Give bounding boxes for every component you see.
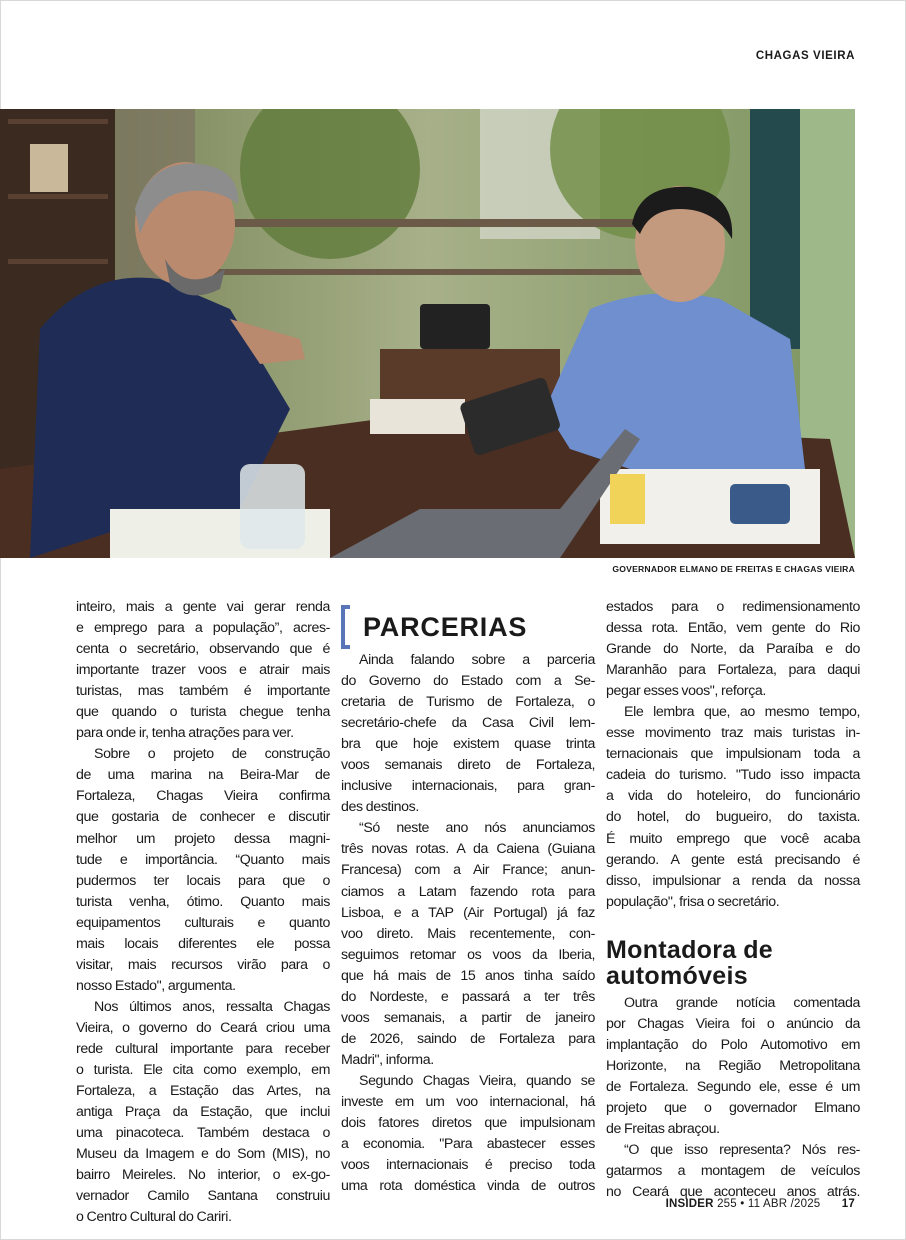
text-line: Fortaleza, Chagas Vieira confirma (76, 788, 330, 805)
text-line: antiga Praça da Estação, que inclui (76, 1104, 330, 1121)
text-line: des destinos. (341, 799, 419, 816)
text-line: cadeia do turismo. "Tudo isso impacta (606, 767, 860, 784)
text-line: Outra grande notícia comentada (624, 994, 860, 1011)
photo-caption: GOVERNADOR ELMANO DE FREITAS E CHAGAS VIEIRA (612, 564, 855, 574)
text-line: dessa rota. Então, vem gente do Rio (606, 620, 860, 637)
paragraph (341, 1071, 595, 1197)
article-photo (0, 109, 855, 558)
text-line: inclusive internacionais, para gran- (341, 778, 595, 795)
text-line: voos internacionais é preciso toda (341, 1157, 595, 1174)
text-line: disso, impulsionar a renda da nossa (606, 872, 860, 889)
text-line: esse movimento traz mais turistas in- (606, 725, 860, 742)
text-line: população", frisa o secretário. (606, 893, 780, 910)
text-line: Museu da Imagem e do Som (MIS), no (76, 1146, 330, 1163)
text-line: É muito emprego que você acaba (606, 830, 860, 847)
text-line: por Chagas Vieira foi o anúncio da (606, 1015, 860, 1032)
text-line: para onde ir, tenha atrações para ver. (76, 725, 294, 742)
text-line: projeto que o governador Elmano (606, 1099, 860, 1116)
section-heading: PARCERIAS (363, 612, 528, 642)
text-line: de 2026, saindo de Fortaleza para (341, 1030, 595, 1047)
text-line: importante trazer voos e atrair mais (76, 662, 330, 679)
text-line: de uma marina na Beira-Mar de (76, 767, 330, 784)
text-line: turista venha, ótimo. Quanto mais (76, 893, 330, 910)
section-heading-line: automóveis (606, 961, 748, 990)
column-3 (606, 597, 860, 1203)
section-heading (606, 937, 860, 989)
text-line: o turista. Ele cita como exemplo, em (76, 1062, 330, 1079)
text-line: nosso Estado", argumenta. (76, 977, 236, 994)
text-line: três novas rotas. A da Caiena (Guiana (341, 841, 595, 858)
paragraph (76, 597, 330, 744)
text-line: Grande do Norte, da Paraíba e do (606, 641, 860, 658)
magazine-name: INSIDER (665, 1198, 714, 1210)
text-line: a economia. "Para abastecer esses (341, 1136, 595, 1153)
text-line: ternacionais que impulsionam toda a (606, 746, 860, 763)
text-line: bra que hoje existem quase trinta (341, 736, 595, 753)
text-line: investe em um voo internacional, há (341, 1093, 595, 1110)
text-line: dois fatores diretos que impulsionam (341, 1115, 595, 1132)
text-line: de Fortaleza. Segundo ele, esse é um (606, 1078, 860, 1095)
text-line: vernador Camilo Santana construiu (76, 1188, 330, 1205)
text-line: uma pinacoteca. Também destaca o (76, 1125, 330, 1142)
text-line: inteiro, mais a gente vai gerar renda (76, 599, 330, 615)
text-line: gatarmos a montagem de veículos (606, 1163, 860, 1180)
text-line: estados para o redimensionamento (606, 599, 860, 615)
text-line: cretaria de Turismo de Fortaleza, o (341, 694, 595, 711)
text-line: Lisboa, e a TAP (Air Portugal) já faz (341, 904, 595, 921)
issue-info: 255 • 11 ABR /2025 (717, 1198, 821, 1210)
text-line: pudermos ter locais para que o (76, 872, 330, 889)
text-line: a vida do hoteleiro, do funcionário (606, 788, 860, 805)
text-line: de Freitas abraçou. (606, 1120, 720, 1137)
text-line: turistas, mas também é importante (76, 683, 330, 700)
paragraph (606, 702, 860, 912)
text-line: que há mais de 15 anos tinha saído (341, 967, 595, 984)
photo-illustration (0, 109, 855, 558)
text-line: Madri", informa. (341, 1051, 434, 1068)
text-line: voos semanais direto de Fortaleza, (341, 757, 595, 774)
text-line: bairro Meireles. No interior, o ex-go- (76, 1167, 330, 1184)
text-line: Horizonte, na Região Metropolitana (606, 1057, 860, 1074)
text-line: centa o secretário, observando que é (76, 641, 330, 658)
paragraph (76, 997, 330, 1229)
column-1 (76, 597, 330, 1228)
text-line: do Governo do Estado com a Se- (341, 673, 595, 690)
text-line: no Ceará que aconteceu anos atrás. (606, 1184, 860, 1201)
paragraph (341, 818, 595, 1071)
paragraph (606, 993, 860, 1140)
text-line: uma rota doméstica vinda de outros (341, 1178, 595, 1195)
text-line: visitar, mais recursos virão para o (76, 956, 330, 973)
text-line: do Nordeste, e passará a ter três (341, 988, 595, 1005)
paragraph (606, 597, 860, 702)
text-line: que quando o turista chegue tenha (76, 704, 330, 721)
text-line: que gostaria de conhecer e discutir (76, 809, 330, 826)
text-line: o Centro Cultural do Cariri. (76, 1209, 232, 1226)
section-heading-line: Montadora de (606, 935, 773, 964)
paragraph (341, 650, 595, 818)
text-line: voo direto. Mais recentemente, con- (341, 925, 595, 942)
text-line: mais locais diferentes ele possa (76, 935, 330, 952)
section-label: CHAGAS VIEIRA (755, 50, 855, 62)
page-footer (666, 1198, 855, 1210)
text-line: voos semanais, a partir de janeiro (341, 1009, 595, 1026)
text-line: “O que isso representa? Nós res- (624, 1142, 860, 1159)
text-line: equipamentos culturais e quanto (76, 914, 330, 931)
text-line: Fortaleza, a Estação das Artes, na (76, 1083, 330, 1100)
paragraph (606, 1140, 860, 1203)
text-line: tude e importância. “Quanto mais (76, 851, 330, 868)
text-line: do hotel, do bugueiro, do taxista. (606, 809, 860, 826)
text-line: Francesa) com a Air France; anun- (341, 862, 595, 879)
text-line: Ainda falando sobre a parceria (359, 652, 595, 668)
text-line: e emprego para a população”, acres- (76, 620, 330, 637)
text-line: melhor um projeto dessa magni- (76, 830, 330, 847)
text-line: Segundo Chagas Vieira, quando se (359, 1072, 595, 1089)
text-line: seguimos retomar os voos da Iberia, (341, 946, 595, 963)
text-line: implantação do Polo Automotivo em (606, 1036, 860, 1053)
column-2 (341, 610, 595, 1197)
text-line: ciamos a Latam fazendo rota para (341, 883, 595, 900)
text-line: Maranhão para Fortaleza, para daqui (606, 662, 860, 679)
text-line: Ele lembra que, ao mesmo tempo, (624, 704, 860, 721)
page-number: 17 (841, 1198, 855, 1210)
text-line: Vieira, o governo do Ceará criou uma (76, 1019, 330, 1036)
text-line: “Só neste ano nós anunciamos (359, 820, 595, 837)
text-line: secretário-chefe da Casa Civil lem- (341, 715, 595, 732)
paragraph (76, 744, 330, 997)
text-line: Nos últimos anos, ressalta Chagas (94, 998, 330, 1015)
text-line: gerando. A gente está precisando é (606, 851, 860, 868)
text-line: rede cultural importante para receber (76, 1040, 330, 1057)
text-line: Sobre o projeto de construção (94, 746, 330, 763)
text-line: pegar esses voos", reforça. (606, 683, 766, 700)
